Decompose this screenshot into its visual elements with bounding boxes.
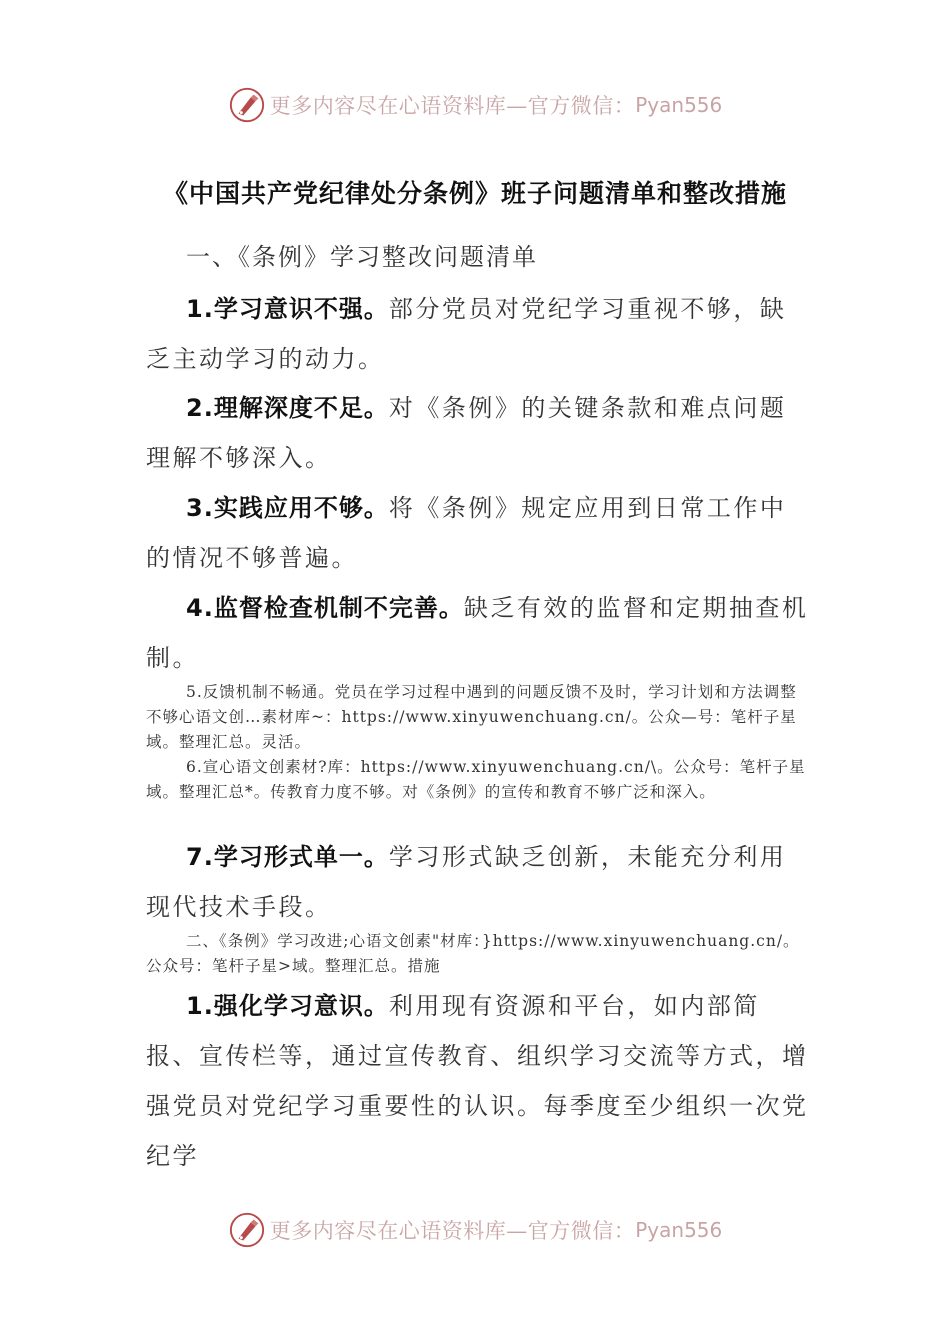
footer-banner (0, 1205, 950, 1255)
issue-item-3-body: 将《条例》规定应用到日常工作中的情况不够普遍。 (146, 494, 787, 572)
issue-item-2-body: 对《条例》的关键条款和难点问题理解不够深入。 (146, 394, 787, 472)
issue-item-6-text: 6.宣心语文创素材?库：https://www.xinyuwenchuang.cn/\。公众号：笔杆子星域。整理汇总*。传教育力度不够。对《条例》的宣传和教育不够广泛和深入。 (146, 758, 806, 801)
header-banner (0, 80, 950, 130)
issue-item-2 (146, 383, 810, 483)
issue-item-1 (146, 284, 810, 384)
issue-item-6-small (146, 755, 810, 805)
issue-item-1-lead: 1.学习意识不强。 (186, 295, 389, 323)
pen-nib-logo-icon (228, 1211, 266, 1249)
section-heading-2-text: 二、《条例》学习改进;心语文创素"材库：}https://www.xinyuwenchuang.cn/。公众号：笔杆子星>域。整理汇总。措施 (146, 932, 800, 975)
issue-item-5-small (146, 680, 810, 755)
measure-item-1-lead: 1.强化学习意识。 (186, 992, 389, 1020)
measure-item-1 (146, 981, 810, 1181)
issue-item-7-lead: 7.学习形式单一。 (186, 843, 389, 871)
issue-item-2-lead: 2.理解深度不足。 (186, 394, 389, 422)
issue-item-4 (146, 583, 810, 683)
footer-banner-text: 更多内容尽在心语资料库—官方微信： (269, 1219, 636, 1243)
issue-item-4-lead: 4.监督检查机制不完善。 (186, 594, 464, 622)
section-heading-1: 一、《条例》学习整改问题清单 (186, 243, 538, 271)
banner-text: 更多内容尽在心语资料库—官方微信： (269, 94, 636, 118)
issue-item-7 (146, 832, 810, 932)
footer-banner-wechat-id: Pyan556 (635, 1218, 723, 1242)
measure-item-1-body: 利用现有资源和平台，如内部简报、宣传栏等，通过宣传教育、组织学习交流等方式，增强党员对党纪学习重要性的认识。每季度至少组织一次党纪学 (146, 992, 809, 1170)
document-title: 《中国共产党纪律处分条例》班子问题清单和整改措施 (162, 179, 787, 208)
issue-item-4-body: 缺乏有效的监督和定期抽查机制。 (146, 594, 809, 672)
section-heading-2-small (146, 929, 810, 979)
issue-item-5-text: 5.反馈机制不畅通。党员在学习过程中遇到的问题反馈不及时，学习计划和方法调整不够心语文创…素材库~：https://www.xinyuwenchuang.cn/。公众—号：笔杆子星域。整理汇总。灵活。 (146, 683, 797, 751)
banner-wechat-id: Pyan556 (635, 93, 723, 117)
pen-nib-logo-icon (228, 86, 266, 124)
issue-item-7-body: 学习形式缺乏创新，未能充分利用现代技术手段。 (146, 843, 787, 921)
issue-item-3-lead: 3.实践应用不够。 (186, 494, 389, 522)
issue-item-3 (146, 483, 810, 583)
issue-item-1-body: 部分党员对党纪学习重视不够，缺乏主动学习的动力。 (146, 295, 787, 373)
